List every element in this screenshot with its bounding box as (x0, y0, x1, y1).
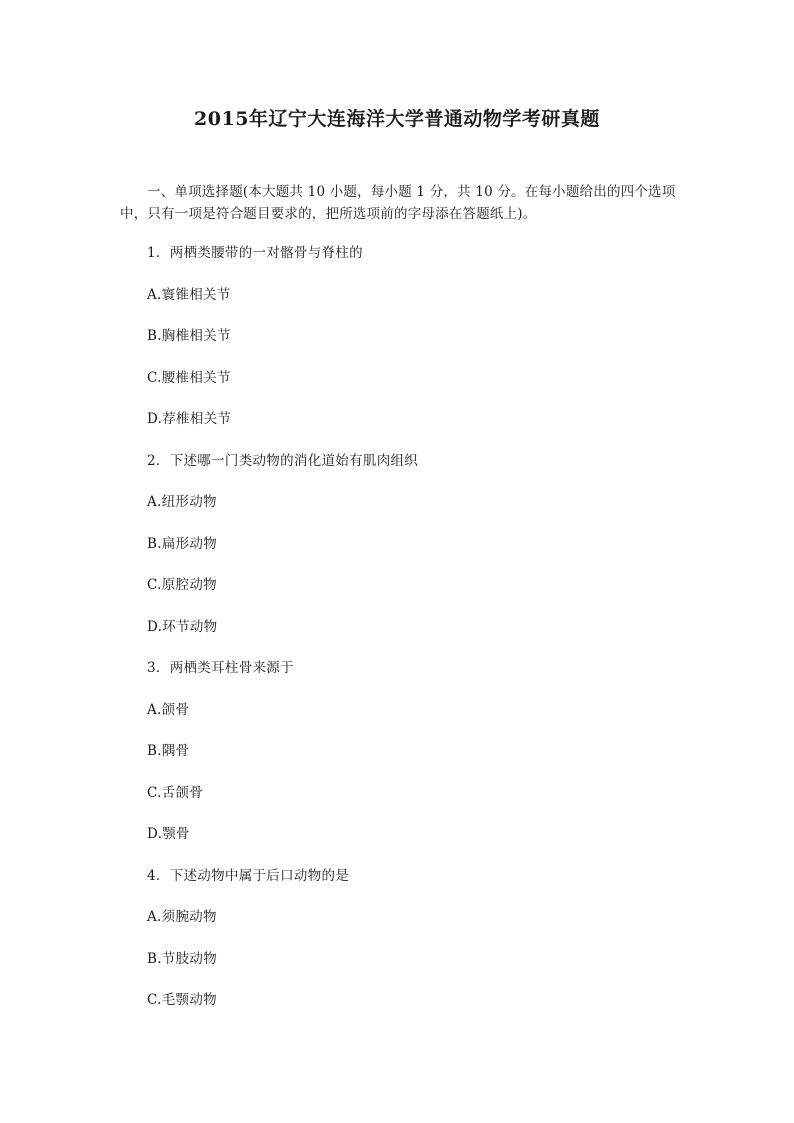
question-option: C.毛颚动物 (147, 992, 217, 1008)
question-stem: 3．两栖类耳柱骨来源于 (147, 660, 294, 676)
question-option: C.腰椎相关节 (147, 370, 231, 386)
question-stem: 1．两栖类腰带的一对髂骨与脊柱的 (147, 245, 363, 261)
question-option: B.隅骨 (147, 743, 190, 759)
question-option: C.原腔动物 (147, 577, 217, 593)
question-option: D.环节动物 (147, 619, 218, 635)
question-option: B.胸椎相关节 (147, 328, 231, 344)
question-option: A.颌骨 (147, 702, 190, 718)
question-option: D.荐椎相关节 (147, 411, 232, 427)
question-option: B.扁形动物 (147, 536, 218, 552)
section-intro: 一、单项选择题(本大题共 10 小题，每小题 1 分，共 10 分。在每小题给出的四个选项中，只有一项是符合题目要求的，把所选项前的字母添在答题纸上)。 (120, 184, 676, 222)
question-stem: 4．下述动物中属于后口动物的是 (147, 868, 350, 884)
question-stem: 2．下述哪一门类动物的消化道始有肌肉组织 (147, 453, 419, 469)
question-option: A.寰锥相关节 (147, 287, 231, 303)
page-title: 2015年辽宁大连海洋大学普通动物学考研真题 (194, 108, 600, 130)
question-option: C.舌颌骨 (147, 785, 204, 801)
question-option: A.须腕动物 (147, 909, 217, 925)
question-option: A.纽形动物 (147, 494, 217, 510)
question-option: D.颚骨 (147, 826, 190, 842)
question-option: B.节肢动物 (147, 951, 218, 967)
